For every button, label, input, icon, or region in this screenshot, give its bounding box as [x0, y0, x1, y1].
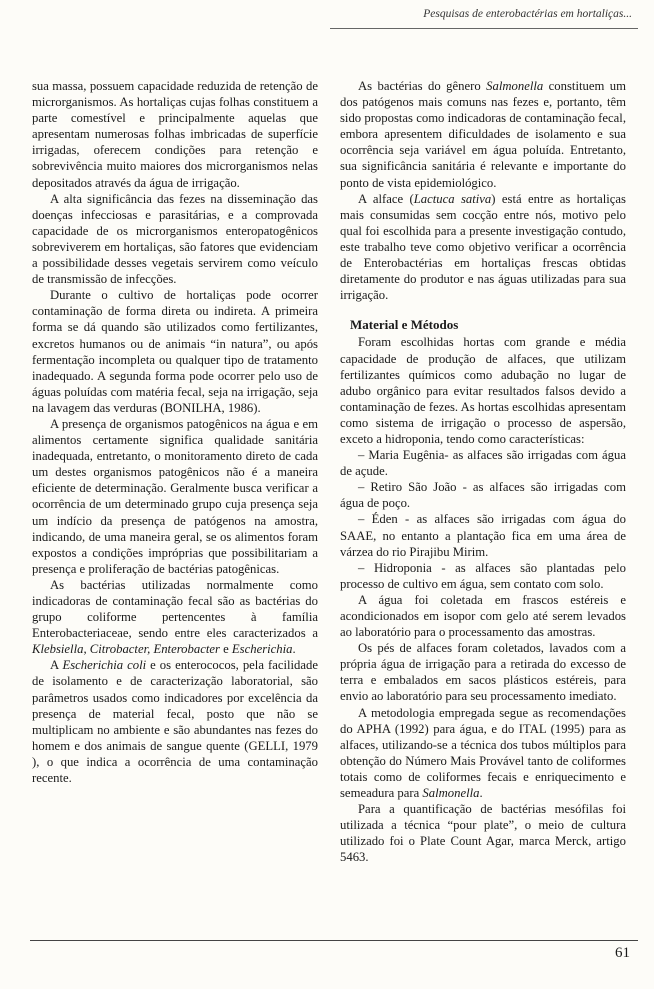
text-run: As bactérias utilizadas normalmente como indicadoras de contaminação fecal são as bactérias do grupo coliforme pertencentes à família Enterobacteriaceae, sendo entre eles caracterizados a: [32, 577, 318, 641]
section-heading: Material e Métodos: [350, 317, 459, 333]
list-item: – Éden - as alfaces são irrigadas com água do SAAE, no entanto a plantação fica em uma área de várzea do rio Pirajibu Mirim.: [340, 512, 626, 559]
paragraph: Os pés de alfaces foram coletados, lavados com a própria água de irrigação para a retirada do excesso de terra e embalados em sacos plásticos estéreis, para envio ao laboratório para seu processamento imediato.: [340, 641, 626, 704]
text-run: A: [50, 658, 63, 673]
text-run: A metodologia empregada segue as recomendações do APHA (1992) para água, e do ITAL (1995) para as alfaces, utilizando-se a técnica dos tubos múltiplos para obtenção do Número Mais Provável tanto de coliformes totais como de coliformes fecais e enriquecimento e semeadura para: [340, 705, 626, 801]
paragraph: [32, 657, 318, 786]
text-run: As bactérias do gênero: [358, 79, 487, 93]
paragraph: A presença de organismos patogênicos na água e em alimentos certamente significa qualidade sanitária inadequada, entretanto, o monitoramento direto de cada um destes organismos patogênicos não é a maneira eficiente de determinação. Geralmente busca verificar a ocorrência de um determinado grupo cuja presença seja um indício da presença de patógenos na amostra, indicando, de uma maneira geral, se os alimentos foram expostos a condições impróprias que possibilitariam a presença e proliferação de bactérias patogênicas.: [32, 416, 318, 576]
italic-genera: Klebsiella, Citrobacter, Enterobacter: [32, 642, 220, 657]
text-run: e: [219, 642, 232, 657]
paragraph: [340, 191, 626, 304]
list-item: – Maria Eugênia- as alfaces são irrigadas com água de açude.: [340, 448, 626, 479]
text-run: .: [479, 786, 483, 801]
text-run: A alface (: [358, 191, 414, 206]
paragraph: [340, 705, 626, 802]
italic-genus: Salmonella: [422, 786, 480, 801]
running-header: Pesquisas de enterobactérias em hortaliças...: [423, 8, 632, 20]
text-run: .: [292, 642, 296, 657]
left-column: [32, 78, 318, 786]
paragraph: A água foi coletada em frascos estéreis e acondicionados em isopor com gelo até serem levados ao laboratório para o processamento das amostras.: [340, 592, 626, 640]
paragraph: A alta significância das fezes na disseminação das doenças infecciosas e parasitárias, e a comprovada capacidade de os microrganismos enteropatogênicos sobreviverem em hortaliças, são fatores que evidenciam a possibilidade desses vegetais servirem como veículo de transmissão de infecções.: [32, 191, 318, 287]
italic-genus: Salmonella: [486, 79, 544, 93]
right-column: [340, 78, 626, 866]
paragraph: Durante o cultivo de hortaliças pode ocorrer contaminação de forma direta ou indireta. A primeira forma se dá quando são utilizados como fertilizantes, excretos humanos ou de animais “in natura”, ou após fermentação incompleta ou qualquer tipo de tratamento inadequado. A segunda forma pode ocorrer pelo uso de águas poluídas com matéria fecal, seja na irrigação, seja na lavagem das verduras (BONILHA, 1986).: [32, 288, 318, 415]
italic-species: Escherichia coli: [62, 658, 147, 673]
text-run: ) está entre as hortaliças mais consumidas sem cocção entre nós, motivo pelo qual foi escolhida para a presente investigação contudo, este trabalho teve como objetivo verificar a ocorrência de Enterobactérias em hortaliças frescas obtidas diretamente do produtor e nas águas utilizadas para sua irrigação.: [340, 191, 626, 303]
text-run: e os enterococos, pela facilidade de isolamento e de caracterização laboratorial, são parâmetros usados como indicadores por excelência da presença de material fecal, posto que não se multiplicam no ambiente e são abundantes nas fezes do homem e dos animais de sangue quente (GELLI, 1979 ), o que indica a ocorrência de uma contaminação recente.: [32, 658, 318, 786]
text-run: constituem um dos patógenos mais comuns nas fezes e, portanto, têm sido propostas como indicadoras de contaminação fecal, embora apresentem dificuldades de isolamento e sua ocorrência seja variável em água poluída. Entretanto, sua significância sanitária é relevante e importante do ponto de vista epidemiológico.: [340, 79, 626, 190]
paragraph: Para a quantificação de bactérias mesófilas foi utilizada a técnica “pour plate”, o meio de cultura utilizado foi o Plate Count Agar, marca Merck, artigo 5463.: [340, 802, 626, 865]
list-item: – Hidroponia - as alfaces são plantadas pelo processo de cultivo em água, sem contato com solo.: [340, 560, 626, 591]
paragraph: [340, 78, 626, 191]
footer-rule: [30, 940, 638, 941]
page-number: 61: [615, 945, 630, 961]
paragraph: [32, 577, 318, 657]
paragraph: Foram escolhidas hortas com grande e média capacidade de produção de alfaces, que utilizam fertilizantes químicos como adubação no lugar de adubo orgânico para evitar resultados falsos devido a contaminação de fezes. As hortas escolhidas apresentam como sistema de irrigação o processo de aspersão, exceto a hidroponia, tendo como características:: [340, 335, 626, 446]
header-rule: [330, 28, 638, 29]
paragraph: sua massa, possuem capacidade reduzida de retenção de microrganismos. As hortaliças cujas folhas constituem a parte comestível e principalmente aquelas que apresentam numerosas folhas imbricadas de superfície irrigadas, oferecem condições para retenção e sobrevivência muito maiores dos microrganismos nelas depositados através da água de irrigação.: [32, 79, 318, 190]
list-item: – Retiro São João - as alfaces são irrigadas com água de poço.: [340, 480, 626, 511]
italic-genus: Escherichia: [231, 642, 293, 657]
italic-species: Lactuca sativa: [413, 191, 492, 206]
